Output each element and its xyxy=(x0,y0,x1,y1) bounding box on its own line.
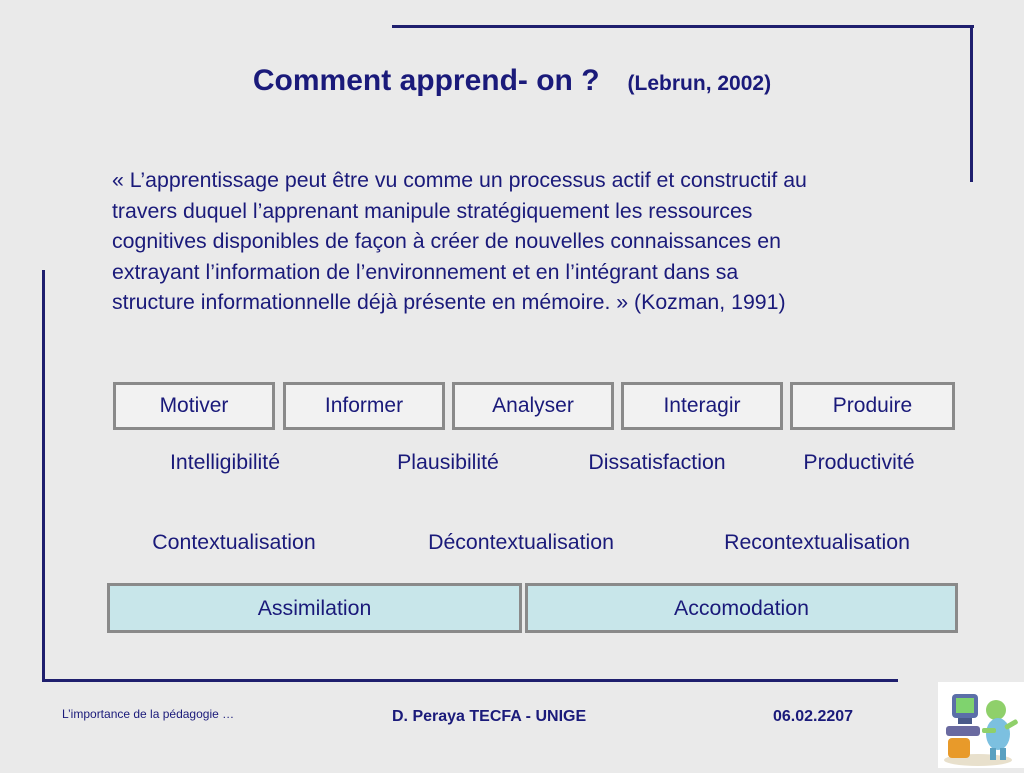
slide-title xyxy=(0,64,1024,98)
process-box-assimilation xyxy=(107,583,522,633)
step-label: Interagir xyxy=(624,385,780,427)
footer-subject: L’importance de la pédagogie … xyxy=(62,707,235,721)
footer-author: D. Peraya TECFA - UNIGE xyxy=(392,708,587,725)
process-label: Accomodation xyxy=(528,586,955,630)
frame-bottom-line xyxy=(42,679,898,682)
step-box-analyser xyxy=(452,382,614,430)
logo-figure-icon xyxy=(938,682,1024,768)
step-label: Produire xyxy=(793,385,952,427)
quote-line: structure informationnelle déjà présente en mémoire. » (Kozman, 1991) xyxy=(112,290,786,314)
context-label: Recontextualisation xyxy=(724,530,910,554)
process-label: Assimilation xyxy=(110,586,519,630)
quote-line: « L’apprentissage peut être vu comme un processus actif et constructif au xyxy=(112,168,807,192)
quote-line: cognitives disponibles de façon à créer de nouvelles connaissances en xyxy=(112,229,781,253)
criterion-label: Dissatisfaction xyxy=(588,450,726,474)
quote-line: travers duquel l’apprenant manipule stratégiquement les ressources xyxy=(112,198,753,223)
quote-text xyxy=(112,165,962,318)
context-label: Contextualisation xyxy=(152,530,316,554)
title-main: Comment apprend- on ? xyxy=(252,64,600,97)
frame-right-line xyxy=(970,25,973,182)
frame-left-line xyxy=(42,270,45,682)
quote-line: extrayant l’information de l’environnement et en l’intégrant dans sa xyxy=(112,259,739,284)
footer-date: 06.02.2207 xyxy=(773,708,854,725)
step-label: Motiver xyxy=(116,385,272,427)
criterion-label: Plausibilité xyxy=(397,450,499,474)
frame-top-line xyxy=(392,25,974,28)
step-box-motiver xyxy=(113,382,275,430)
step-label: Informer xyxy=(286,385,442,427)
process-box-accomodation xyxy=(525,583,958,633)
step-box-informer xyxy=(283,382,445,430)
criterion-label: Intelligibilité xyxy=(169,450,281,474)
step-box-interagir xyxy=(621,382,783,430)
title-citation: (Lebrun, 2002) xyxy=(627,72,772,95)
step-label: Analyser xyxy=(455,385,611,427)
step-box-produire xyxy=(790,382,955,430)
context-label: Décontextualisation xyxy=(428,530,614,554)
criterion-label: Productivité xyxy=(803,450,915,474)
